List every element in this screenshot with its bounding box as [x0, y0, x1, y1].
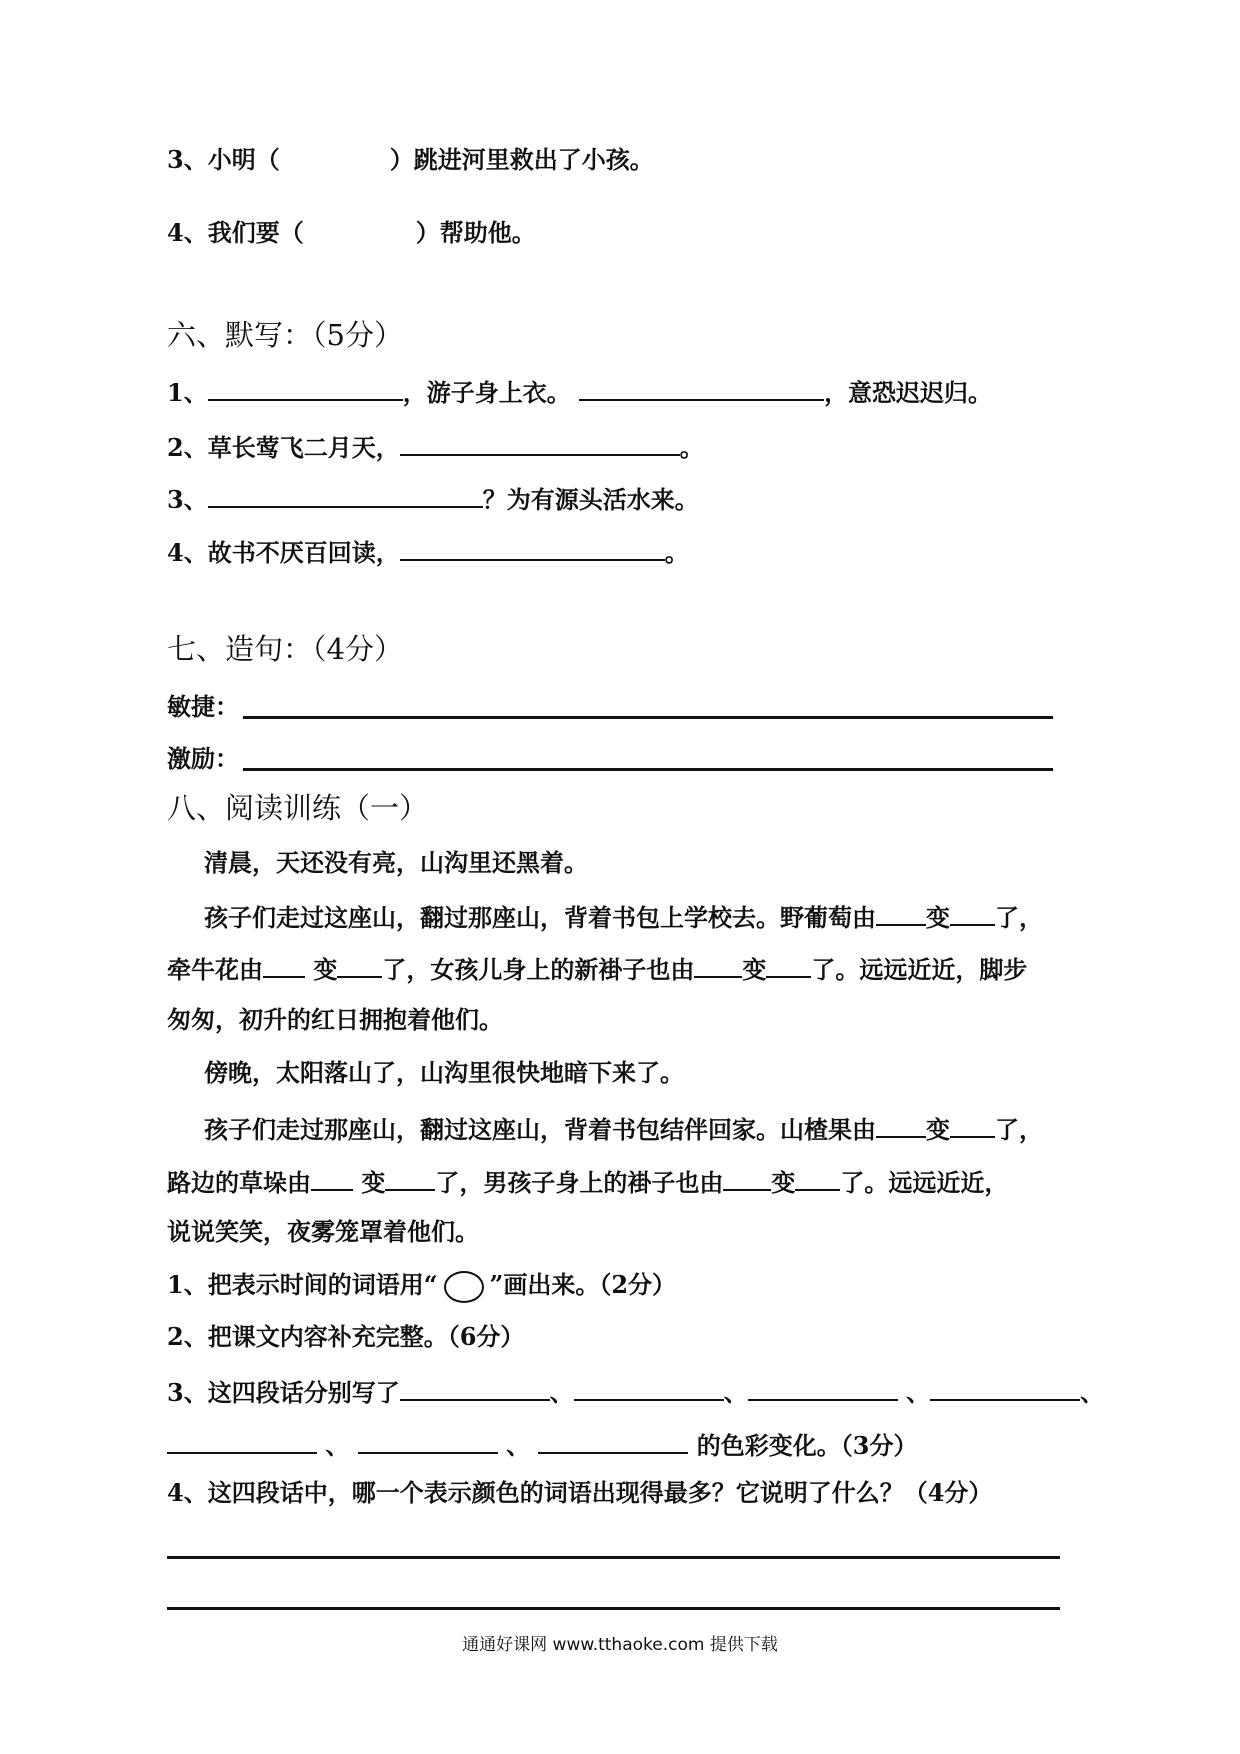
- answer-blank[interactable]: [167, 1428, 317, 1454]
- fill-question-3: [167, 145, 654, 175]
- separator: 、: [325, 1431, 350, 1460]
- question-text: 小明（: [207, 145, 280, 174]
- passage-text: 了，: [995, 1115, 1043, 1144]
- passage-text: 变: [742, 955, 767, 984]
- passage-text: 变: [926, 1115, 950, 1144]
- reading-question-1: [167, 1270, 676, 1303]
- section-title-sentence: 七、造句：（4分）: [167, 632, 403, 666]
- section-title-reading: 八、阅读训练（一）: [167, 791, 429, 825]
- question-number: 3、: [167, 145, 208, 174]
- answer-blank[interactable]: [385, 1165, 435, 1191]
- answer-blank[interactable]: [400, 535, 665, 561]
- poem-text: ，游子身上衣。: [402, 378, 571, 407]
- answer-blank[interactable]: [748, 1375, 898, 1401]
- passage-paragraph-3: 傍晚，太阳落山了，山沟里很快地暗下来了。: [204, 1058, 684, 1087]
- passage-line: 说说笑笑，夜雾笼罩着他们。: [167, 1217, 479, 1246]
- section-title-dictation: 六、默写：（5分）: [167, 318, 403, 352]
- answer-blank[interactable]: [311, 1165, 353, 1191]
- answer-line-1[interactable]: [167, 1556, 1060, 1559]
- passage-text: 了，男孩子身上的褂子也由: [435, 1168, 724, 1197]
- answer-blank[interactable]: [876, 1112, 926, 1138]
- separator: 、: [723, 1378, 748, 1407]
- passage-text: 变: [361, 1168, 386, 1197]
- question-number: 4、: [167, 538, 208, 567]
- reading-question-3-cont: [167, 1428, 918, 1461]
- passage-text: 牵牛花由: [167, 955, 263, 984]
- poem-text: ，意恐迟迟归。: [824, 378, 993, 407]
- sentence-word-2: 激励：: [167, 744, 239, 773]
- question-text: 3、这四段话分别写了: [167, 1378, 400, 1407]
- question-text: ）帮助他。: [415, 218, 536, 247]
- question-number: 4、: [167, 218, 208, 247]
- poem-text: ？为有源头活水来。: [482, 485, 699, 514]
- question-number: 2、: [167, 433, 208, 462]
- dictation-line-4: [167, 535, 689, 568]
- sentence-answer-line-2[interactable]: [243, 768, 1053, 771]
- passage-text: 变: [313, 955, 338, 984]
- passage-text: 变: [926, 903, 950, 932]
- poem-punct: 。: [664, 538, 689, 567]
- sentence-word-1: 敏捷：: [167, 692, 239, 721]
- passage-text: 了。远远近近，脚步: [811, 955, 1028, 984]
- answer-blank[interactable]: [950, 900, 995, 926]
- separator: 、: [906, 1378, 931, 1407]
- dictation-line-2: [167, 430, 704, 463]
- page-footer: 通通好课网 www.tthaoke.com 提供下载: [462, 1635, 778, 1655]
- answer-blank[interactable]: [579, 375, 824, 401]
- question-text: 的色彩变化。（3分）: [696, 1431, 918, 1460]
- passage-line: [167, 952, 1027, 985]
- passage-text: 了，: [995, 903, 1043, 932]
- answer-blank[interactable]: [400, 1375, 550, 1401]
- question-text: 我们要（: [207, 218, 304, 247]
- dictation-line-1: [167, 375, 992, 408]
- sentence-answer-line-1[interactable]: [243, 716, 1053, 719]
- question-number: 3、: [167, 485, 208, 514]
- question-text: ”画出来。（2分）: [489, 1270, 677, 1299]
- answer-blank[interactable]: [930, 1375, 1080, 1401]
- passage-text: 路边的草垛由: [167, 1168, 311, 1197]
- poem-text: 故书不厌百回读，: [207, 538, 400, 567]
- passage-text: 了，女孩儿身上的新褂子也由: [382, 955, 695, 984]
- answer-blank[interactable]: [538, 1428, 688, 1454]
- passage-text: 孩子们走过那座山，翻过这座山，背着书包结伴回家。山楂果由: [204, 1115, 876, 1144]
- passage-text: 变: [771, 1168, 796, 1197]
- answer-blank[interactable]: [950, 1112, 995, 1138]
- question-text: ）跳进河里救出了小孩。: [389, 145, 654, 174]
- passage-paragraph-1: 清晨，天还没有亮，山沟里还黑着。: [204, 848, 588, 877]
- answer-blank[interactable]: [723, 1165, 771, 1191]
- circle-icon: [444, 1271, 484, 1303]
- poem-punct: 。: [679, 433, 704, 462]
- reading-question-2: 2、把课文内容补充完整。（6分）: [167, 1322, 525, 1351]
- reading-question-4: 4、这四段话中，哪一个表示颜色的词语出现得最多？它说明了什么？（4分）: [167, 1478, 993, 1507]
- dictation-line-3: [167, 482, 699, 515]
- question-number: 1、: [167, 378, 208, 407]
- passage-line: 匆匆，初升的红日拥抱着他们。: [167, 1005, 503, 1034]
- reading-question-3: [167, 1375, 1104, 1408]
- poem-text: 草长莺飞二月天，: [207, 433, 400, 462]
- separator: 、: [1080, 1378, 1105, 1407]
- answer-blank[interactable]: [876, 900, 926, 926]
- passage-line: [204, 1112, 1043, 1145]
- answer-blank[interactable]: [208, 482, 483, 508]
- answer-blank[interactable]: [766, 952, 811, 978]
- question-text: 1、把表示时间的词语用“: [167, 1270, 438, 1299]
- answer-blank[interactable]: [694, 952, 742, 978]
- fill-question-4: [167, 218, 536, 248]
- separator: 、: [549, 1378, 574, 1407]
- answer-blank[interactable]: [358, 1428, 498, 1454]
- passage-text: 孩子们走过这座山，翻过那座山，背着书包上学校去。野葡萄由: [204, 903, 876, 932]
- answer-blank[interactable]: [337, 952, 382, 978]
- answer-blank[interactable]: [574, 1375, 724, 1401]
- answer-blank[interactable]: [795, 1165, 840, 1191]
- passage-line: [204, 900, 1043, 933]
- separator: 、: [506, 1431, 531, 1460]
- answer-blank[interactable]: [400, 430, 680, 456]
- passage-text: 了。远远近近，: [840, 1168, 1009, 1197]
- answer-line-2[interactable]: [167, 1607, 1060, 1610]
- passage-line: [167, 1165, 1008, 1198]
- answer-blank[interactable]: [208, 375, 403, 401]
- answer-blank[interactable]: [263, 952, 305, 978]
